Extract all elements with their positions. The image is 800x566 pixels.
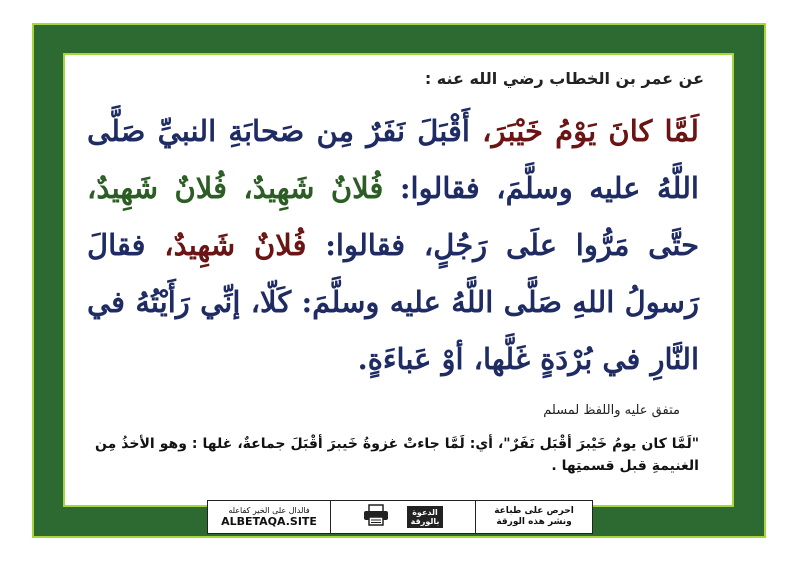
print-call-line: احرص على طباعة (494, 506, 574, 516)
logo-line: الدعوة (412, 508, 438, 517)
hadith-segment: فُلانٌ شَهِيدٌ، (145, 228, 307, 262)
hadith-text (87, 103, 699, 388)
hadith-segment: لَمَّا كانَ يَوْمُ خَيْبَرَ، (469, 114, 699, 148)
hadith-segment: أَقْبَلَ نَفَرٌ مِن صَحابَةِ النبيِّ صَلَّى اللَّهُ عليه وسلَّمَ، فقالوا: (87, 114, 699, 205)
site-block (208, 501, 331, 533)
explanation-text: "لَمَّا كان يومُ خَيْبرَ أقْبَل نَفَرٌ"، أي: لَمَّا جاءتْ غزوةُ خَيبرَ أقْبَلَ جماعةٌ، غلها : وهو الأخذُ مِن الغنيمةِ قبل قسمتِها . (95, 436, 699, 474)
logo-line: بالورقة (410, 517, 440, 526)
print-call-line: ونشر هذه الورقة (496, 517, 572, 527)
print-call-block (475, 501, 592, 533)
footer-logos (331, 501, 475, 533)
hadith-segment: فُلانٌ شَهِيدٌ، فُلانٌ شَهِيدٌ، (87, 171, 384, 205)
footer-banner (207, 500, 593, 534)
printer-icon (363, 504, 389, 530)
dawa-logo (407, 506, 444, 528)
source-reference: متفق عليه واللفظ لمسلم (543, 403, 680, 418)
hadith-segment: فقالَ رَسولُ اللهِ صَلَّى اللَّهُ عليه وسلَّمَ: كَلّا، إنِّي رَأَيْتُهُ في النَّارِ في بُرْدَةٍ غَلَّها، أوْ عَباءَةٍ. (87, 228, 699, 376)
site-url: ALBETAQA.SITE (221, 515, 317, 528)
content-card (63, 53, 734, 507)
narrator-line: عن عمر بن الخطاب رضي الله عنه : (424, 69, 704, 88)
hadith-segment: حتَّى مَرُّوا علَى رَجُلٍ، فقالوا: (306, 228, 699, 262)
site-slogan: فالدال على الخير كفاعله (228, 506, 310, 515)
